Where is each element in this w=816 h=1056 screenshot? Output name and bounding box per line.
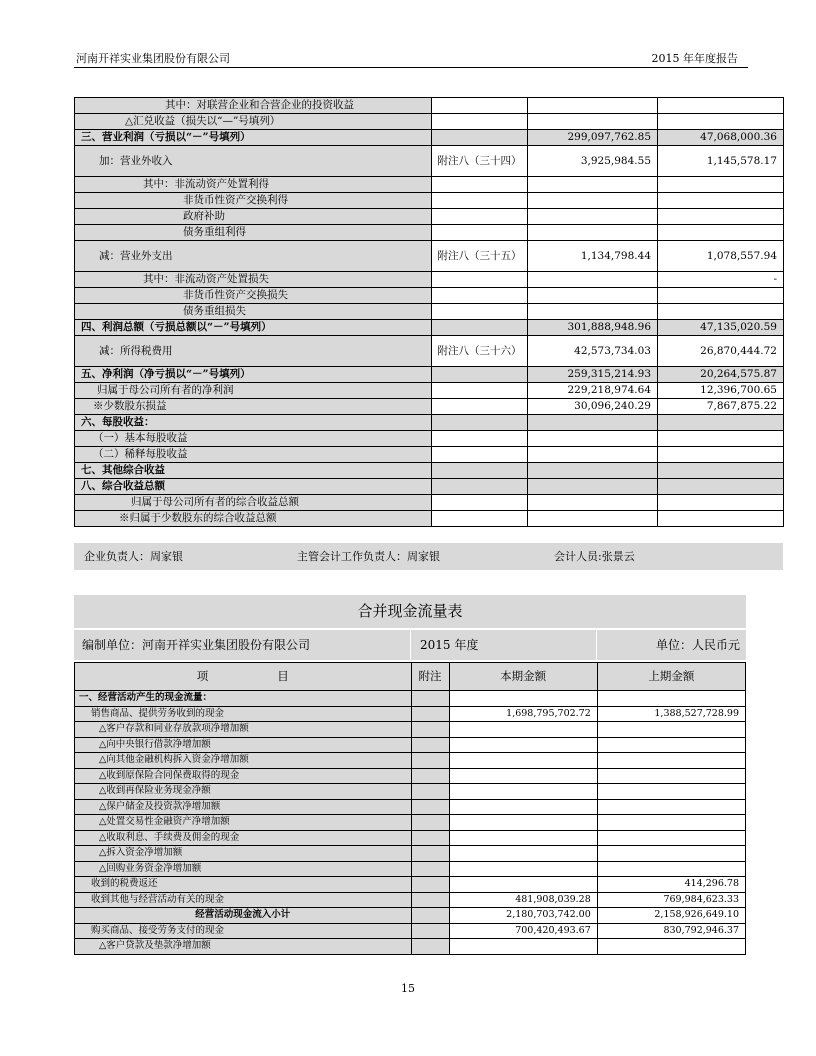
row-note	[411, 799, 449, 815]
row-label: △客户存款和同业存放款项净增加额	[75, 722, 412, 738]
row-current-amount	[528, 209, 658, 225]
row-previous-amount: 1,388,527,728.99	[597, 706, 745, 722]
row-previous-amount: 1,078,557.94	[658, 241, 784, 272]
row-current-amount: 259,315,214.93	[528, 367, 658, 383]
income-row	[75, 367, 784, 383]
row-note	[432, 209, 528, 225]
cashflow-body	[75, 663, 746, 955]
income-row	[75, 241, 784, 272]
row-previous-amount: 830,792,946.37	[597, 923, 745, 939]
row-note	[411, 706, 449, 722]
row-previous-amount: 1,145,578.17	[658, 146, 784, 177]
row-current-amount	[528, 495, 658, 511]
row-current-amount	[528, 447, 658, 463]
cashflow-table	[74, 662, 746, 955]
income-row	[75, 447, 784, 463]
income-row	[75, 383, 784, 399]
row-previous-amount	[597, 768, 745, 784]
row-label: △汇兑收益（损失以“—”号填列）	[75, 114, 432, 130]
income-row	[75, 495, 784, 511]
row-previous-amount: 7,867,875.22	[658, 399, 784, 415]
row-previous-amount	[597, 799, 745, 815]
cashflow-row	[75, 691, 746, 707]
row-current-amount: 3,925,984.55	[528, 146, 658, 177]
row-previous-amount: 414,296.78	[597, 877, 745, 893]
row-current-amount	[449, 939, 597, 955]
row-note	[411, 815, 449, 831]
row-note	[432, 114, 528, 130]
row-previous-amount	[597, 737, 745, 753]
row-label: △处置交易性金融资产净增加额	[75, 815, 412, 831]
row-previous-amount: 47,135,020.59	[658, 320, 784, 336]
row-previous-amount	[597, 691, 745, 707]
row-current-amount	[528, 511, 658, 527]
row-label: 收到其他与经营活动有关的现金	[75, 892, 412, 908]
cashflow-row	[75, 799, 746, 815]
cashflow-row	[75, 706, 746, 722]
row-current-amount	[449, 768, 597, 784]
col-previous-header: 上期金额	[597, 663, 745, 691]
row-label: 债务重组利得	[75, 225, 432, 241]
row-note	[432, 304, 528, 320]
row-current-amount	[528, 288, 658, 304]
header-company: 河南开祥实业集团股份有限公司	[76, 52, 230, 65]
row-label: 销售商品、提供劳务收到的现金	[75, 706, 412, 722]
row-previous-amount	[658, 304, 784, 320]
header-rule	[74, 67, 748, 68]
row-current-amount	[449, 877, 597, 893]
row-current-amount	[528, 415, 658, 431]
row-previous-amount	[597, 830, 745, 846]
row-current-amount	[449, 753, 597, 769]
row-current-amount	[449, 784, 597, 800]
cashflow-info-bar	[74, 630, 746, 660]
row-label: △收取利息、手续费及佣金的现金	[75, 830, 412, 846]
col-note-header: 附注	[411, 663, 449, 691]
row-current-amount	[528, 225, 658, 241]
row-previous-amount	[658, 463, 784, 479]
row-note	[432, 511, 528, 527]
cashflow-row	[75, 784, 746, 800]
info-divider	[410, 630, 411, 660]
income-statement-table	[74, 97, 784, 527]
row-label: △保户储金及投资款净增加额	[75, 799, 412, 815]
row-previous-amount	[597, 815, 745, 831]
row-current-amount: 299,097,762.85	[528, 130, 658, 146]
row-note	[432, 495, 528, 511]
row-label: 六、每股收益：	[75, 415, 432, 431]
income-row	[75, 209, 784, 225]
row-label: 减：所得税费用	[75, 336, 432, 367]
row-note	[432, 193, 528, 209]
row-note	[432, 272, 528, 288]
row-previous-amount	[658, 225, 784, 241]
row-current-amount	[528, 98, 658, 114]
row-label: 八、综合收益总额	[75, 479, 432, 495]
row-previous-amount	[658, 511, 784, 527]
row-current-amount: 301,888,948.96	[528, 320, 658, 336]
cashflow-row	[75, 877, 746, 893]
row-label: 其中：非流动资产处置利得	[75, 177, 432, 193]
row-label: ※少数股东损益	[75, 399, 432, 415]
cashflow-row	[75, 737, 746, 753]
row-label: 债务重组损失	[75, 304, 432, 320]
income-row	[75, 225, 784, 241]
row-note	[432, 399, 528, 415]
row-label: 政府补助	[75, 209, 432, 225]
row-previous-amount	[597, 784, 745, 800]
row-label: （一）基本每股收益	[75, 431, 432, 447]
row-previous-amount: 769,984,623.33	[597, 892, 745, 908]
row-previous-amount: 47,068,000.36	[658, 130, 784, 146]
row-current-amount	[528, 114, 658, 130]
signature-bar	[74, 543, 783, 570]
row-current-amount: 229,218,974.64	[528, 383, 658, 399]
row-current-amount	[449, 722, 597, 738]
row-current-amount	[528, 479, 658, 495]
row-current-amount	[449, 846, 597, 862]
row-previous-amount: 20,264,575.87	[658, 367, 784, 383]
income-row	[75, 304, 784, 320]
row-previous-amount	[658, 98, 784, 114]
income-row	[75, 320, 784, 336]
row-label: △收到原保险合同保费取得的现金	[75, 768, 412, 784]
row-label: 四、利润总额（亏损总额以“－”号填列）	[75, 320, 432, 336]
row-note	[432, 130, 528, 146]
page-number: 15	[401, 982, 415, 995]
preparing-unit: 编制单位：河南开祥实业集团股份有限公司	[82, 638, 311, 652]
row-current-amount: 1,134,798.44	[528, 241, 658, 272]
page-header	[76, 52, 748, 66]
row-current-amount: 1,698,795,702.72	[449, 706, 597, 722]
row-note: 附注八（三十四）	[432, 146, 528, 177]
row-current-amount	[449, 830, 597, 846]
row-label: 减：营业外支出	[75, 241, 432, 272]
row-previous-amount: 2,158,926,649.10	[597, 908, 745, 924]
row-current-amount	[528, 193, 658, 209]
row-note	[411, 768, 449, 784]
row-label: 其中：非流动资产处置损失	[75, 272, 432, 288]
row-note	[411, 892, 449, 908]
row-current-amount	[528, 177, 658, 193]
row-label: 收到的税费返还	[75, 877, 412, 893]
cashflow-row	[75, 939, 746, 955]
row-label: △客户贷款及垫款净增加额	[75, 939, 412, 955]
row-current-amount: 30,096,240.29	[528, 399, 658, 415]
cashflow-row	[75, 753, 746, 769]
row-current-amount: 2,180,703,742.00	[449, 908, 597, 924]
row-label: 三、营业利润（亏损以“－”号填列）	[75, 130, 432, 146]
income-row	[75, 98, 784, 114]
row-label: 一、经营活动产生的现金流量：	[75, 691, 412, 707]
cashflow-row	[75, 830, 746, 846]
income-row	[75, 114, 784, 130]
cashflow-header-row	[75, 663, 746, 691]
row-note	[432, 463, 528, 479]
cashflow-row	[75, 815, 746, 831]
row-previous-amount	[597, 753, 745, 769]
cashflow-row	[75, 892, 746, 908]
row-note	[432, 447, 528, 463]
cashflow-row	[75, 768, 746, 784]
row-previous-amount	[658, 177, 784, 193]
cashflow-row	[75, 722, 746, 738]
row-label: ※归属于少数股东的综合收益总额	[75, 511, 432, 527]
income-row	[75, 399, 784, 415]
row-note	[411, 861, 449, 877]
row-note	[432, 98, 528, 114]
row-label: △向其他金融机构拆入资金净增加额	[75, 753, 412, 769]
row-label: 五、净利润（净亏损以“－”号填列）	[75, 367, 432, 383]
income-row	[75, 431, 784, 447]
row-previous-amount	[658, 479, 784, 495]
row-previous-amount	[597, 861, 745, 877]
row-previous-amount	[658, 431, 784, 447]
accounting-head: 主管会计工作负责人：周家银	[297, 550, 440, 563]
currency-unit: 单位：人民币元	[655, 638, 740, 652]
row-current-amount	[528, 304, 658, 320]
income-statement-body	[75, 98, 784, 527]
row-note	[411, 877, 449, 893]
row-previous-amount	[658, 193, 784, 209]
row-current-amount	[528, 272, 658, 288]
row-note	[411, 722, 449, 738]
income-row	[75, 479, 784, 495]
row-label: △拆入资金净增加额	[75, 846, 412, 862]
row-current-amount	[528, 463, 658, 479]
row-current-amount: 481,908,039.28	[449, 892, 597, 908]
row-current-amount	[449, 799, 597, 815]
cashflow-row	[75, 846, 746, 862]
row-current-amount	[528, 431, 658, 447]
row-note: 附注八（三十六）	[432, 336, 528, 367]
row-note	[432, 431, 528, 447]
row-current-amount: 700,420,493.67	[449, 923, 597, 939]
row-label: 归属于母公司所有者的综合收益总额	[75, 495, 432, 511]
row-label: （二）稀释每股收益	[75, 447, 432, 463]
row-note: 附注八（三十五）	[432, 241, 528, 272]
col-item-header: 项 目	[75, 663, 412, 691]
income-row	[75, 463, 784, 479]
row-previous-amount	[658, 209, 784, 225]
row-label: 购买商品、接受劳务支付的现金	[75, 923, 412, 939]
row-note	[432, 415, 528, 431]
income-row	[75, 193, 784, 209]
row-label: △收到再保险业务现金净额	[75, 784, 412, 800]
row-current-amount	[449, 691, 597, 707]
row-note	[432, 320, 528, 336]
income-row	[75, 336, 784, 367]
row-note	[432, 225, 528, 241]
row-previous-amount	[597, 722, 745, 738]
row-note	[432, 177, 528, 193]
row-label: 七、其他综合收益	[75, 463, 432, 479]
row-note	[432, 479, 528, 495]
income-row	[75, 130, 784, 146]
row-previous-amount	[597, 846, 745, 862]
row-label: △向中央银行借款净增加额	[75, 737, 412, 753]
income-row	[75, 511, 784, 527]
row-note	[432, 383, 528, 399]
row-previous-amount	[597, 939, 745, 955]
row-current-amount	[449, 861, 597, 877]
row-label: 其中：对联营企业和合营企业的投资收益	[75, 98, 432, 114]
row-note	[411, 939, 449, 955]
row-previous-amount: -	[658, 272, 784, 288]
row-label: 非货币性资产交换利得	[75, 193, 432, 209]
row-previous-amount	[658, 447, 784, 463]
row-label: 归属于母公司所有者的净利润	[75, 383, 432, 399]
info-divider	[596, 630, 597, 660]
row-previous-amount	[658, 288, 784, 304]
row-previous-amount: 26,870,444.72	[658, 336, 784, 367]
row-note	[411, 753, 449, 769]
row-current-amount: 42,573,734.03	[528, 336, 658, 367]
row-note	[411, 830, 449, 846]
row-label: △回购业务资金净增加额	[75, 861, 412, 877]
row-label: 加：营业外收入	[75, 146, 432, 177]
row-previous-amount: 12,396,700.65	[658, 383, 784, 399]
cashflow-row	[75, 861, 746, 877]
row-note	[432, 367, 528, 383]
row-note	[411, 737, 449, 753]
row-current-amount	[449, 815, 597, 831]
row-note	[411, 846, 449, 862]
report-year: 2015 年度	[420, 638, 479, 652]
row-note	[411, 784, 449, 800]
cashflow-title: 合并现金流量表	[74, 595, 746, 628]
row-note	[411, 923, 449, 939]
row-current-amount	[449, 737, 597, 753]
row-note	[411, 691, 449, 707]
row-previous-amount	[658, 415, 784, 431]
col-current-header: 本期金额	[449, 663, 597, 691]
cashflow-row	[75, 923, 746, 939]
row-note	[411, 908, 449, 924]
income-row	[75, 415, 784, 431]
cashflow-row	[75, 908, 746, 924]
enterprise-head: 企业负责人：周家银	[84, 550, 183, 563]
accountant: 会计人员:张景云	[554, 550, 635, 563]
income-row	[75, 146, 784, 177]
header-report-title: 2015 年年度报告	[651, 52, 738, 65]
row-label: 经营活动现金流入小计	[75, 908, 412, 924]
row-previous-amount	[658, 114, 784, 130]
row-label: 非货币性资产交换损失	[75, 288, 432, 304]
row-note	[432, 288, 528, 304]
income-row	[75, 177, 784, 193]
row-previous-amount	[658, 495, 784, 511]
income-row	[75, 288, 784, 304]
income-row	[75, 272, 784, 288]
